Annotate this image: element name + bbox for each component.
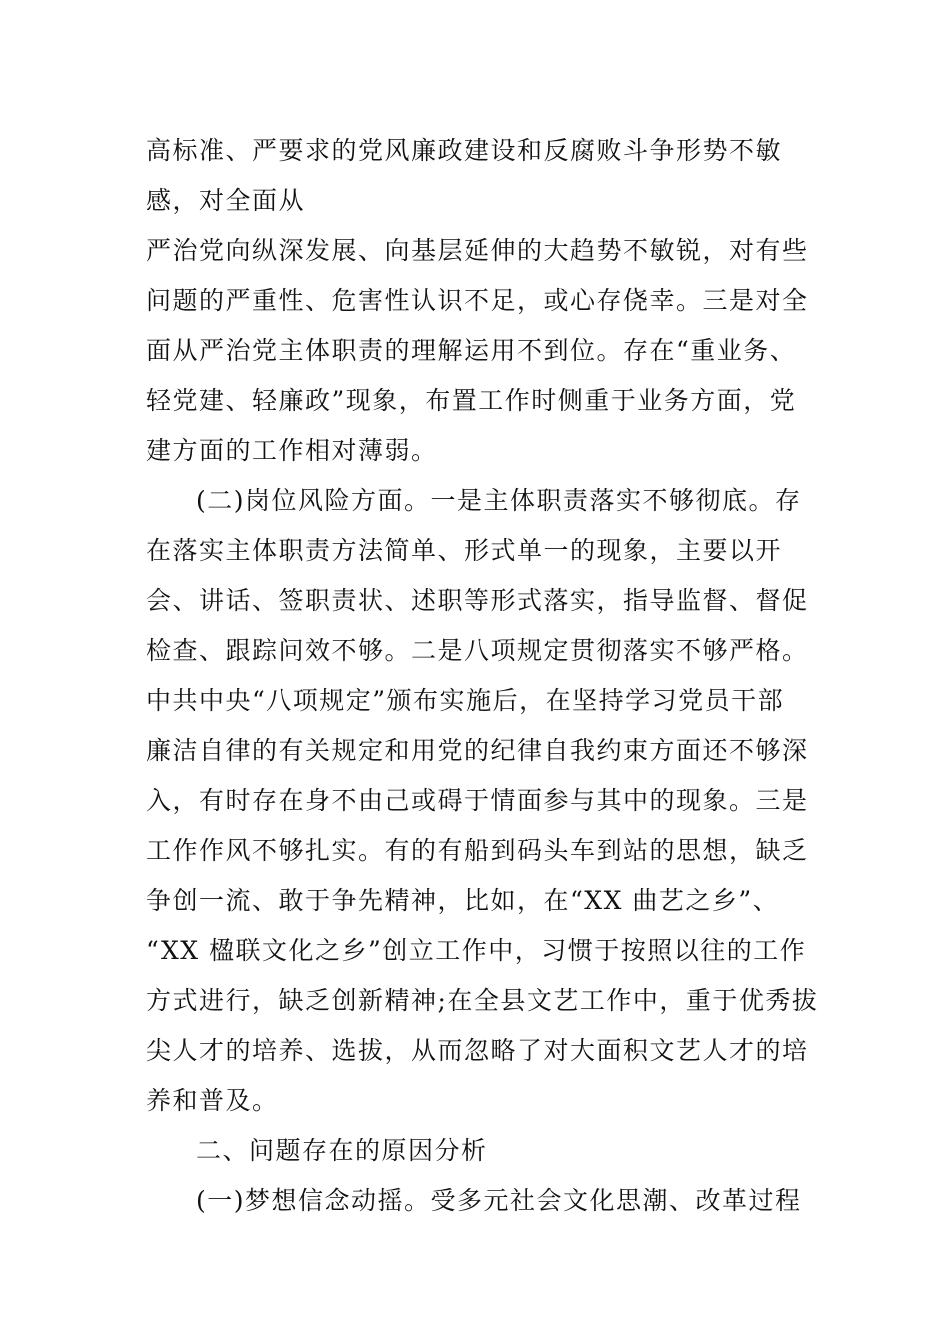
text-line: 入，有时存在身不由己或碍于情面参与其中的现象。三是	[146, 786, 809, 815]
text-line: 面从严治党主体职责的理解运用不到位。存在“重业务、	[146, 336, 797, 365]
text-line: 养和普及。	[146, 1086, 279, 1115]
text-line: 尖人才的培养、选拔，从而忽略了对大面积文艺人才的培	[146, 1036, 809, 1065]
text-line: 中共中央“八项规定”颁布实施后，在坚持学习党员干部	[146, 686, 785, 715]
text-line: 廉洁自律的有关规定和用党的纪律自我约束方面还不够深	[146, 736, 809, 765]
text-line: “XX 楹联文化之乡”创立工作中，习惯于按照以往的工作	[146, 936, 807, 965]
text-line: 争创一流、敢于争先精神，比如，在“XX 曲艺之乡”、	[146, 886, 780, 915]
text-line: 建方面的工作相对薄弱。	[146, 436, 438, 465]
chapter-heading: 二、问题存在的原因分析	[196, 1136, 488, 1165]
text-line: 会、讲话、签职责状、述职等形式落实，指导监督、督促	[146, 586, 809, 615]
text-line: 检查、跟踪问效不够。二是八项规定贯彻落实不够严格。	[146, 636, 809, 665]
text-line: 方式进行，缺乏创新精神;在全县文艺工作中，重于优秀拔	[146, 986, 819, 1015]
text-line: 严治党向纵深发展、向基层延伸的大趋势不敏锐，对有些	[146, 236, 809, 265]
text-line: 在落实主体职责方法简单、形式单一的现象，主要以开	[146, 536, 783, 565]
section-heading: (二)岗位风险方面。一是主体职责落实不够彻底。存	[196, 486, 802, 515]
text-line: 高标准、严要求的党风廉政建设和反腐败斗争形势不敏	[146, 136, 783, 165]
text-line: 感，对全面从	[146, 186, 306, 215]
text-line: 工作作风不够扎实。有的有船到码头车到站的思想，缺乏	[146, 836, 809, 865]
text-line: 问题的严重性、危害性认识不足，或心存侥幸。三是对全	[146, 286, 809, 315]
section-heading: (一)梦想信念动摇。受多元社会文化思潮、改革过程	[196, 1186, 802, 1215]
text-line: 轻党建、轻廉政”现象，布置工作时侧重于业务方面，党	[146, 386, 797, 415]
